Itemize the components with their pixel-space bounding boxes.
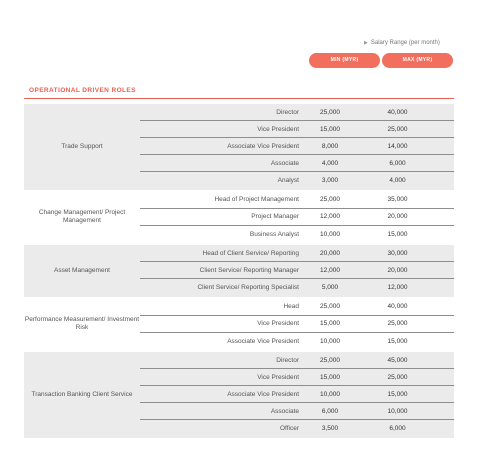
min-salary-cell: 25,000 [320, 196, 340, 203]
position-cell: Associate [270, 159, 299, 167]
table-row [140, 192, 454, 209]
position-cell: Associate [270, 407, 299, 415]
min-salary-cell: 5,000 [321, 284, 339, 292]
max-salary-cell: 25,000 [387, 125, 408, 133]
salary-table [24, 104, 454, 438]
role-group [24, 190, 454, 244]
role-group [24, 297, 454, 351]
max-salary-cell: 25,000 [387, 373, 408, 381]
section-divider [24, 98, 454, 99]
position-cell: Head of Client Service/ Reporting [202, 249, 299, 257]
role-group [24, 350, 454, 438]
section-title: OPERATIONAL DRIVEN ROLES [29, 87, 136, 94]
group-label: Transaction Banking Client Service [31, 390, 133, 398]
max-salary-cell: 15,000 [387, 390, 408, 398]
table-row [140, 104, 454, 121]
max-salary-cell: 15,000 [387, 230, 408, 238]
table-row [140, 420, 454, 438]
table-row [140, 299, 454, 316]
table-row [140, 245, 454, 262]
table-row [140, 262, 454, 279]
position-cell: Associate Vice President [227, 142, 299, 150]
position-cell: Director [276, 356, 299, 364]
position-cell: Analyst [277, 177, 299, 185]
max-salary-cell: 14,000 [387, 142, 408, 150]
legend-label: Salary Range (per month) [370, 40, 440, 46]
max-salary-cell: 10,000 [387, 407, 408, 415]
table-row [140, 352, 454, 369]
group-label: Performance Measurement/ Investment Risk [24, 315, 140, 332]
max-salary-cell: 6,000 [389, 159, 406, 167]
max-salary-cell: 4,000 [389, 177, 406, 185]
max-salary-cell: 20,000 [387, 266, 408, 274]
triangle-right-icon: ▶ [364, 40, 368, 46]
table-row [140, 138, 454, 155]
group-label: Asset Management [53, 266, 110, 274]
max-salary-cell: 25,000 [387, 320, 408, 327]
min-salary-cell: 12,000 [320, 213, 340, 220]
min-salary-cell: 10,000 [320, 390, 340, 398]
group-label: Trade Support [61, 142, 103, 150]
max-salary-cell: 40,000 [387, 108, 408, 116]
min-salary-cell: 20,000 [320, 249, 340, 257]
position-cell: Project Manager [251, 213, 299, 220]
table-row [140, 316, 454, 333]
role-group [24, 243, 454, 297]
position-cell: Associate Vice President [227, 337, 299, 345]
min-salary-cell: 15,000 [320, 320, 340, 327]
table-row [140, 172, 454, 190]
min-salary-cell: 8,000 [321, 142, 339, 150]
min-salary-cell: 15,000 [320, 373, 340, 381]
table-row [140, 279, 454, 297]
min-salary-cell: 25,000 [320, 303, 340, 310]
min-salary-cell: 3,000 [321, 177, 339, 185]
max-salary-cell: 15,000 [387, 337, 408, 345]
max-column-header: MAX (MYR) [382, 53, 453, 68]
position-cell: Business Analyst [249, 230, 299, 238]
max-salary-cell: 20,000 [387, 213, 408, 220]
max-salary-cell: 40,000 [387, 303, 408, 310]
role-group [24, 104, 454, 190]
position-cell: Vice President [257, 125, 299, 133]
max-salary-cell: 35,000 [387, 196, 408, 203]
min-salary-cell: 25,000 [320, 108, 340, 116]
min-salary-cell: 4,000 [321, 159, 339, 167]
position-cell: Head [283, 303, 299, 310]
min-salary-cell: 3,500 [321, 425, 339, 433]
position-cell: Director [276, 108, 299, 116]
max-salary-cell: 12,000 [387, 284, 408, 292]
position-cell: Officer [279, 425, 299, 433]
min-salary-cell: 10,000 [320, 337, 340, 345]
group-label: Change Management/ Project Management [38, 208, 126, 225]
table-row [140, 209, 454, 226]
position-cell: Vice President [257, 320, 299, 327]
max-salary-cell: 30,000 [387, 249, 408, 257]
position-cell: Associate Vice President [227, 390, 299, 398]
position-cell: Client Service/ Reporting Manager [199, 266, 299, 274]
min-salary-cell: 25,000 [320, 356, 340, 364]
max-salary-cell: 45,000 [387, 356, 408, 364]
table-row [140, 369, 454, 386]
min-salary-cell: 12,000 [320, 266, 340, 274]
max-salary-cell: 6,000 [389, 425, 406, 433]
table-row [140, 333, 454, 351]
position-cell: Head of Project Management [214, 196, 299, 203]
min-salary-cell: 10,000 [320, 230, 340, 238]
table-row [140, 386, 454, 403]
position-cell: Client Service/ Reporting Specialist [197, 284, 299, 292]
min-salary-cell: 6,000 [321, 407, 339, 415]
salary-range-legend [364, 40, 440, 46]
min-column-header: MIN (MYR) [309, 53, 380, 68]
position-cell: Vice President [257, 373, 299, 381]
table-row [140, 121, 454, 138]
table-row [140, 403, 454, 420]
table-row [140, 226, 454, 244]
min-salary-cell: 15,000 [320, 125, 340, 133]
table-row [140, 155, 454, 172]
